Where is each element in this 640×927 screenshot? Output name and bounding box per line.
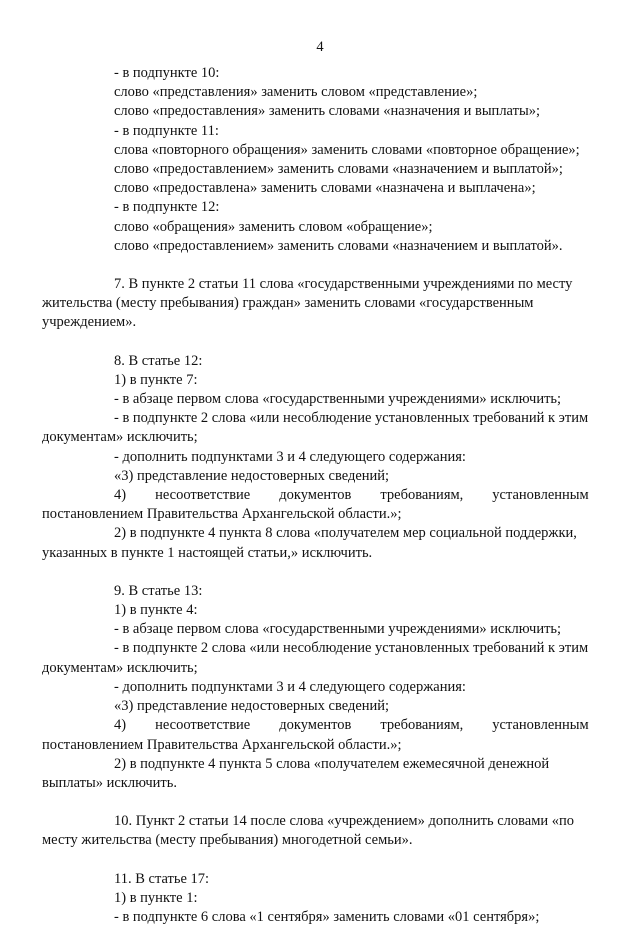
- page-number: 4: [316, 39, 324, 55]
- paragraph-9: [42, 582, 611, 793]
- text-line: 10. Пункт 2 статьи 14 после слова «учреждением» дополнить словами «по: [114, 813, 575, 830]
- text-line: - в подпункте 2 слова «или несоблюдение установленных требований к этим: [114, 410, 589, 427]
- text-line: документам» исключить;: [42, 429, 198, 446]
- text-line: - дополнить подпунктами 3 и 4 следующего содержания:: [114, 678, 466, 695]
- text-line: месту жительства (месту пребывания) многодетной семьи».: [42, 832, 413, 849]
- text-line: 4) несоответствие документов требованиям, установленным: [114, 717, 589, 734]
- text-line: 8. В статье 12:: [114, 352, 203, 369]
- text-line: - в подпункте 11:: [114, 122, 219, 139]
- paragraph-7: [42, 275, 611, 333]
- paragraph-10: [42, 812, 611, 850]
- text-line: 1) в пункте 4:: [114, 602, 198, 619]
- text-line: - в подпункте 6 слова «1 сентября» заменить словами «01 сентября»;: [114, 908, 540, 925]
- amendments-block: [114, 64, 611, 256]
- text-line: слова «повторного обращения» заменить словами «повторное обращение»;: [114, 141, 580, 158]
- text-line: слово «предоставлением» заменить словами «назначением и выплатой».: [114, 237, 563, 254]
- text-line: учреждением».: [42, 314, 137, 331]
- text-line: жительства (месту пребывания) граждан» заменить словами «государственным: [42, 295, 534, 312]
- text-line: - в подпункте 2 слова «или несоблюдение установленных требований к этим: [114, 640, 589, 657]
- paragraph-8: [42, 352, 611, 563]
- text-line: - в подпункте 12:: [114, 199, 220, 216]
- text-line: - в абзаце первом слова «государственными учреждениями» исключить;: [114, 391, 562, 408]
- text-line: документам» исключить;: [42, 659, 198, 676]
- text-line: «3) представление недостоверных сведений;: [114, 467, 390, 484]
- text-line: 4) несоответствие документов требованиям, установленным: [114, 487, 589, 504]
- text-line: 1) в пункте 1:: [114, 889, 198, 906]
- text-line: слово «предоставления» заменить словами «назначения и выплаты»;: [114, 103, 540, 120]
- text-line: указанных в пункте 1 настоящей статьи,» исключить.: [42, 544, 373, 561]
- text-line: слово «обращения» заменить словом «обращение»;: [114, 218, 433, 235]
- text-line: 2) в подпункте 4 пункта 5 слова «получателем ежемесячной денежной: [114, 755, 550, 772]
- text-line: слово «представления» заменить словом «представление»;: [114, 84, 478, 101]
- text-line: слово «предоставлена» заменить словами «назначена и выплачена»;: [114, 180, 536, 197]
- text-line: 11. В статье 17:: [114, 870, 210, 887]
- text-line: постановлением Правительства Архангельской области.»;: [42, 736, 402, 753]
- text-line: «3) представление недостоверных сведений;: [114, 698, 390, 715]
- text-line: 1) в пункте 7:: [114, 371, 198, 388]
- text-line: 9. В статье 13:: [114, 582, 203, 599]
- text-line: слово «предоставлением» заменить словами «назначением и выплатой»;: [114, 161, 563, 178]
- text-line: постановлением Правительства Архангельской области.»;: [42, 506, 402, 523]
- document-body: [42, 64, 611, 927]
- text-line: - дополнить подпунктами 3 и 4 следующего содержания:: [114, 448, 466, 465]
- text-line: 2) в подпункте 4 пункта 8 слова «получателем мер социальной поддержки,: [114, 525, 577, 542]
- text-line: - в подпункте 10:: [114, 65, 220, 81]
- text-line: - в абзаце первом слова «государственными учреждениями» исключить;: [114, 621, 562, 638]
- text-line: выплаты» исключить.: [42, 774, 177, 791]
- text-line: 7. В пункте 2 статьи 11 слова «государственными учреждениями по месту: [114, 276, 573, 293]
- paragraph-11: [42, 870, 611, 927]
